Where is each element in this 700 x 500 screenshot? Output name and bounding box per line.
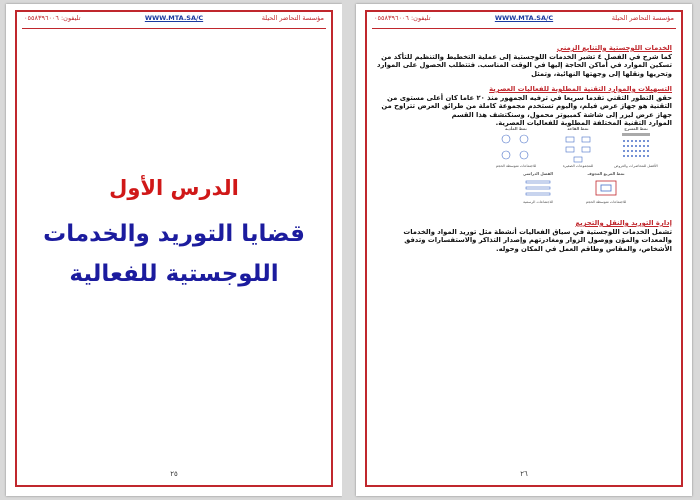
header-phone: تليفون: ٠٥٥٨٣٩٦٠٠٦ <box>374 14 431 22</box>
header-institution: مؤسسة التحاضر الحيلة <box>611 14 674 22</box>
layout-caption-theatre: الأفضل للمحاضرات والعروض <box>614 164 658 168</box>
seat-dot <box>623 145 625 147</box>
page-header <box>24 14 324 28</box>
theatre-layout-icon <box>622 133 650 157</box>
seat-dot <box>643 145 645 147</box>
page-number: ٢٥ <box>170 470 178 478</box>
page-number: ٢٦ <box>520 470 528 478</box>
banquet-layout-icon <box>502 135 528 159</box>
section-body: تشمل الخدمات اللوجستية في سياق الفعاليات أنشطة مثل توريد المواد والخدمات والمعدات والمؤن ووصول الزوار ومغادرتهم وإصدار التذاكر والاستفسارات وتدفق الأشخاص، والمقاس وطاقم العمل في المكان وحوله. <box>403 227 672 253</box>
layout-caption-hollow-square: للاجتماعات متوسطة الحجم <box>585 200 627 204</box>
lesson-title: الدرس الأول <box>109 176 239 200</box>
header-phone: تليفون: ٠٥٥٨٣٩٦٠٠٦ <box>24 14 81 22</box>
section-supply-transport <box>376 219 672 253</box>
section-technical-resources <box>376 85 672 128</box>
layout-caption-hall: للمجموعات الصغيرة <box>562 164 594 168</box>
seat-dot <box>627 140 629 142</box>
seat-dot <box>643 150 645 152</box>
seat-dot <box>631 155 633 157</box>
hall-layout-icon <box>566 137 590 162</box>
seat-dot <box>627 150 629 152</box>
seat-dot <box>627 145 629 147</box>
seat-dot <box>631 145 633 147</box>
header-institution: مؤسسة التحاضر الحيلة <box>261 14 324 22</box>
layout-label-hall: نمط القاعة <box>567 126 589 131</box>
seat-dot <box>647 150 649 152</box>
seat-dot <box>639 145 641 147</box>
seat-dot <box>639 150 641 152</box>
page-header <box>374 14 674 28</box>
header-divider <box>372 28 676 29</box>
seat-dot <box>643 155 645 157</box>
seat-dot <box>635 145 637 147</box>
seat-dot <box>635 150 637 152</box>
page-right <box>356 4 692 496</box>
header-url[interactable]: WWW.MTA.SA/C <box>144 14 204 22</box>
seat-dot <box>631 140 633 142</box>
seat-dot <box>639 155 641 157</box>
section-closing: الموارد التقنية المختلفة المطلوبة للفعاليات العصرية. <box>495 119 672 128</box>
book-gutter <box>342 0 356 500</box>
layout-label-classroom: الفصل الدراسي <box>523 171 553 176</box>
section-body: حقق التطور التقني تقدما سريعا في ترفيه الجمهور منذ ٢٠ عاما كان أعلى مستوى من التقنية هو جهاز عرض فيلم، واليوم تستخدم مجموعة كاملة من طرائق العرض تتراوح من جهاز عرض ليزر إلى شاشة كمبيوتر محمول، وسنكتشف هذا القسم <box>381 93 672 119</box>
layout-label-theatre: نمط المسرح <box>624 126 648 131</box>
page-left <box>6 4 342 496</box>
seat-dot <box>647 155 649 157</box>
header-url[interactable]: WWW.MTA.SA/C <box>494 14 554 22</box>
section-title: الخدمات اللوجستية والتنابع الزمني <box>556 44 672 52</box>
seat-dot <box>639 140 641 142</box>
classroom-layout-icon <box>526 181 550 195</box>
layout-caption-classroom: للاجتماعات الرسمية <box>523 200 553 204</box>
seat-dot <box>635 140 637 142</box>
seating-layouts-diagram <box>486 125 666 211</box>
layout-label-hollow-square: نمط المربع المجوف <box>587 171 625 176</box>
seat-dot <box>631 150 633 152</box>
chapter-title: قضايا التوريد والخدمات اللوجستية للفعالية <box>43 221 305 287</box>
layout-caption-banquet: للاجتماعات متوسطة الحجم <box>495 164 537 168</box>
seat-dot <box>627 155 629 157</box>
hollow-square-layout-icon <box>596 181 616 195</box>
seat-dot <box>647 140 649 142</box>
layout-label-banquet: نمط المأدبة <box>505 126 527 131</box>
seat-dot <box>623 150 625 152</box>
seat-dot <box>623 140 625 142</box>
section-logistics <box>376 44 672 78</box>
header-divider <box>22 28 326 29</box>
seat-dot <box>643 140 645 142</box>
seat-dot <box>623 155 625 157</box>
section-title: التسهيلات والموارد التقنية المطلوبة للفعاليات العصرية <box>489 85 672 93</box>
seat-dot <box>647 145 649 147</box>
section-title: إدارة التوريد والنقل والتجزيع <box>575 219 672 227</box>
section-body: كما شرح في الفصل ٤ تشير الخدمات اللوجستية إلى عملية التخطيط والتنظيم للتأكد من تسكين الموارد في أماكن الحاجة إليها في الوقت المناسب. فتتطلب الحصول على الموارد وتحريها ونقلها إلى وجهتها النهائية، وتمثل <box>377 52 672 78</box>
seat-dot <box>635 155 637 157</box>
